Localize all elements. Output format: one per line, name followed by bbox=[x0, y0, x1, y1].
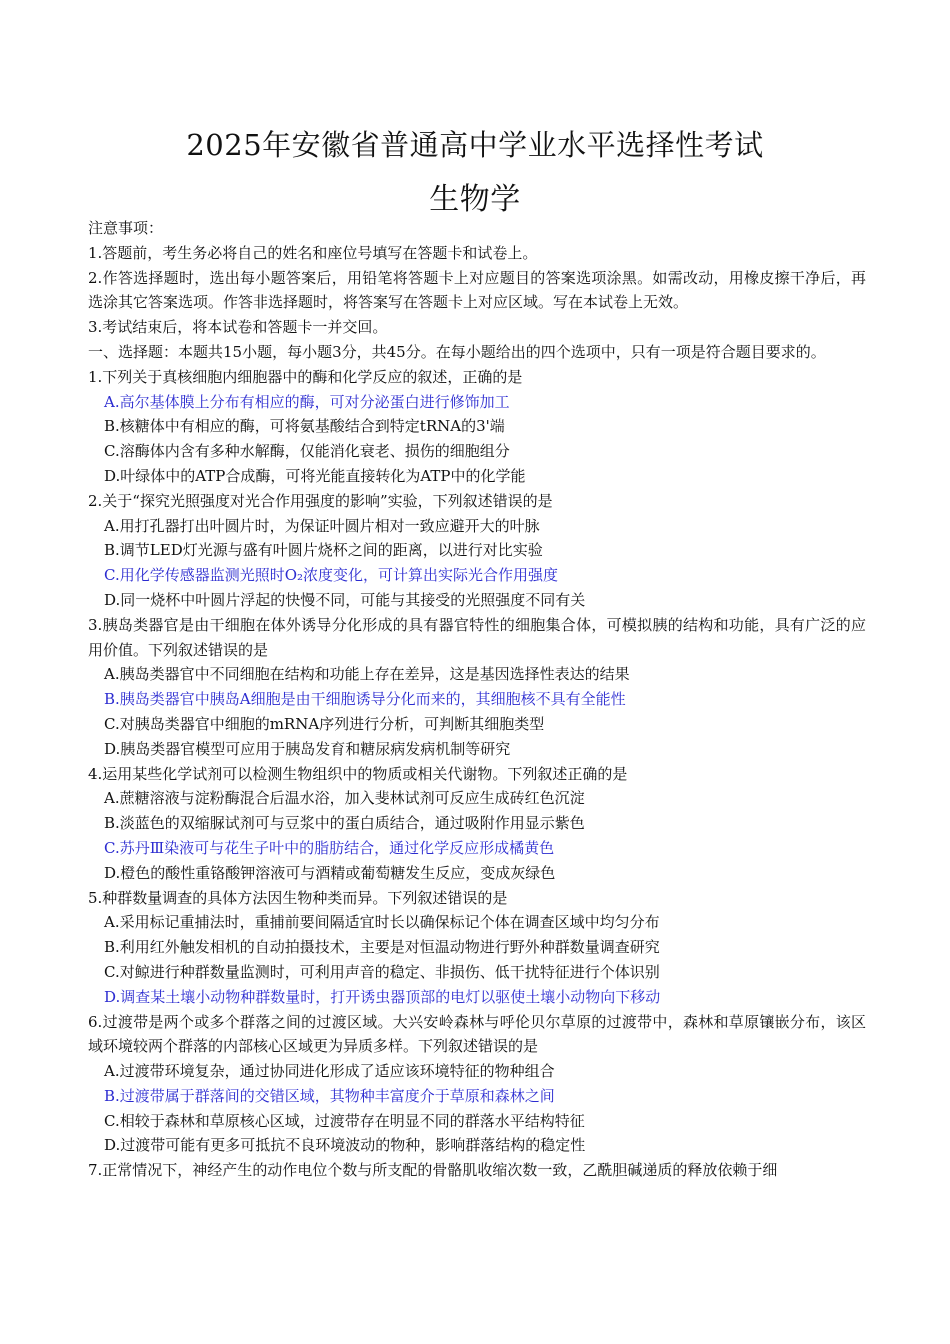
question-option: D.同一烧杯中叶圆片浮起的快慢不同，可能与其接受的光照强度不同有关 bbox=[104, 590, 586, 609]
question-option: C.溶酶体内含有多种水解酶，仅能消化衰老、损伤的细胞组分 bbox=[104, 442, 510, 461]
question-option: B.胰岛类器官中胰岛A细胞是由干细胞诱导分化而来的，其细胞核不具有全能性 bbox=[104, 690, 626, 709]
exam-body bbox=[88, 216, 866, 1183]
question-option: B.核糖体中有相应的酶，可将氨基酸结合到特定tRNA的3'端 bbox=[104, 417, 505, 436]
question-option: A.蔗糖溶液与淀粉酶混合后温水浴，加入斐林试剂可反应生成砖红色沉淀 bbox=[104, 789, 585, 808]
question-option: C.对鲸进行种群数量监测时，可利用声音的稳定、非损伤、低干扰特征进行个体识别 bbox=[104, 962, 660, 981]
section-heading: 一、选择题：本题共15小题，每小题3分，共45分。在每小题给出的四个选项中，只有一项是符合题目要求的。 bbox=[88, 342, 826, 361]
note-item: 2.作答选择题时，选出每小题答案后，用铅笔将答题卡上对应题目的答案选项涂黑。如需改动，用橡皮擦干净后，再选涂其它答案选项。作答非选择题时，将答案写在答题卡上对应区域。写在本试卷上无效。 bbox=[88, 268, 866, 312]
question-stem: 3.胰岛类器官是由干细胞在体外诱导分化形成的具有器官特性的细胞集合体，可模拟胰的结构和功能，具有广泛的应用价值。下列叙述错误的是 bbox=[88, 615, 866, 659]
question-stem: 5.种群数量调查的具体方法因生物种类而异。下列叙述错误的是 bbox=[88, 888, 508, 907]
question-option: C.苏丹Ⅲ染液可与花生子叶中的脂肪结合，通过化学反应形成橘黄色 bbox=[104, 838, 555, 857]
question-option: B.调节LED灯光源与盛有叶圆片烧杯之间的距离，以进行对比实验 bbox=[104, 541, 543, 560]
question-stem: 7.正常情况下，神经产生的动作电位个数与所支配的骨骼肌收缩次数一致，乙酰胆碱递质的释放依赖于细 bbox=[88, 1161, 778, 1180]
question-option: D.叶绿体中的ATP合成酶，可将光能直接转化为ATP中的化学能 bbox=[104, 466, 526, 485]
exam-title: 2025年安徽省普通高中学业水平选择性考试 bbox=[186, 128, 764, 162]
question-option: B.利用红外触发相机的自动拍摄技术，主要是对恒温动物进行野外种群数量调查研究 bbox=[104, 938, 660, 957]
question-stem: 2.关于“探究光照强度对光合作用强度的影响”实验，下列叙述错误的是 bbox=[88, 491, 553, 510]
question-option: A.过渡带环境复杂，通过协同进化形成了适应该环境特征的物种组合 bbox=[104, 1062, 555, 1081]
question-option: B.过渡带属于群落间的交错区域，其物种丰富度介于草原和森林之间 bbox=[104, 1086, 555, 1105]
question-option: A.胰岛类器官中不同细胞在结构和功能上存在差异，这是基因选择性表达的结果 bbox=[104, 665, 630, 684]
question-stem: 6.过渡带是两个或多个群落之间的过渡区域。大兴安岭森林与呼伦贝尔草原的过渡带中，森林和草原镶嵌分布，该区域环境较两个群落的内部核心区域更为异质多样。下列叙述错误的是 bbox=[88, 1012, 866, 1056]
question-option: D.胰岛类器官模型可应用于胰岛发育和糖尿病发病机制等研究 bbox=[104, 739, 511, 758]
note-item: 1.答题前，考生务必将自己的姓名和座位号填写在答题卡和试卷上。 bbox=[88, 243, 538, 262]
notes-heading: 注意事项： bbox=[88, 219, 164, 237]
question-option: D.橙色的酸性重铬酸钾溶液可与酒精或葡萄糖发生反应，变成灰绿色 bbox=[104, 863, 556, 882]
question-option: D.过渡带可能有更多可抵抗不良环境波动的物种，影响群落结构的稳定性 bbox=[104, 1136, 586, 1155]
question-option: C.相较于森林和草原核心区域，过渡带存在明显不同的群落水平结构特征 bbox=[104, 1111, 585, 1130]
question-option: A.用打孔器打出叶圆片时，为保证叶圆片相对一致应避开大的叶脉 bbox=[104, 516, 540, 535]
question-option: B.淡蓝色的双缩脲试剂可与豆浆中的蛋白质结合，通过吸附作用显示紫色 bbox=[104, 814, 585, 833]
subject-title: 生物学 bbox=[429, 182, 521, 217]
question-option: C.对胰岛类器官中细胞的mRNA序列进行分析，可判断其细胞类型 bbox=[104, 714, 545, 733]
question-option: A.高尔基体膜上分布有相应的酶，可对分泌蛋白进行修饰加工 bbox=[104, 392, 510, 411]
question-option: A.采用标记重捕法时，重捕前要间隔适宜时长以确保标记个体在调查区域中均匀分布 bbox=[104, 913, 660, 932]
question-stem: 1.下列关于真核细胞内细胞器中的酶和化学反应的叙述，正确的是 bbox=[88, 367, 523, 386]
note-item: 3.考试结束后，将本试卷和答题卡一并交回。 bbox=[88, 318, 388, 337]
question-option: D.调查某土壤小动物种群数量时，打开诱虫器顶部的电灯以驱使土壤小动物向下移动 bbox=[104, 987, 661, 1006]
question-option: C.用化学传感器监测光照时O₂浓度变化，可计算出实际光合作用强度 bbox=[104, 566, 559, 585]
question-stem: 4.运用某些化学试剂可以检测生物组织中的物质或相关代谢物。下列叙述正确的是 bbox=[88, 764, 628, 783]
